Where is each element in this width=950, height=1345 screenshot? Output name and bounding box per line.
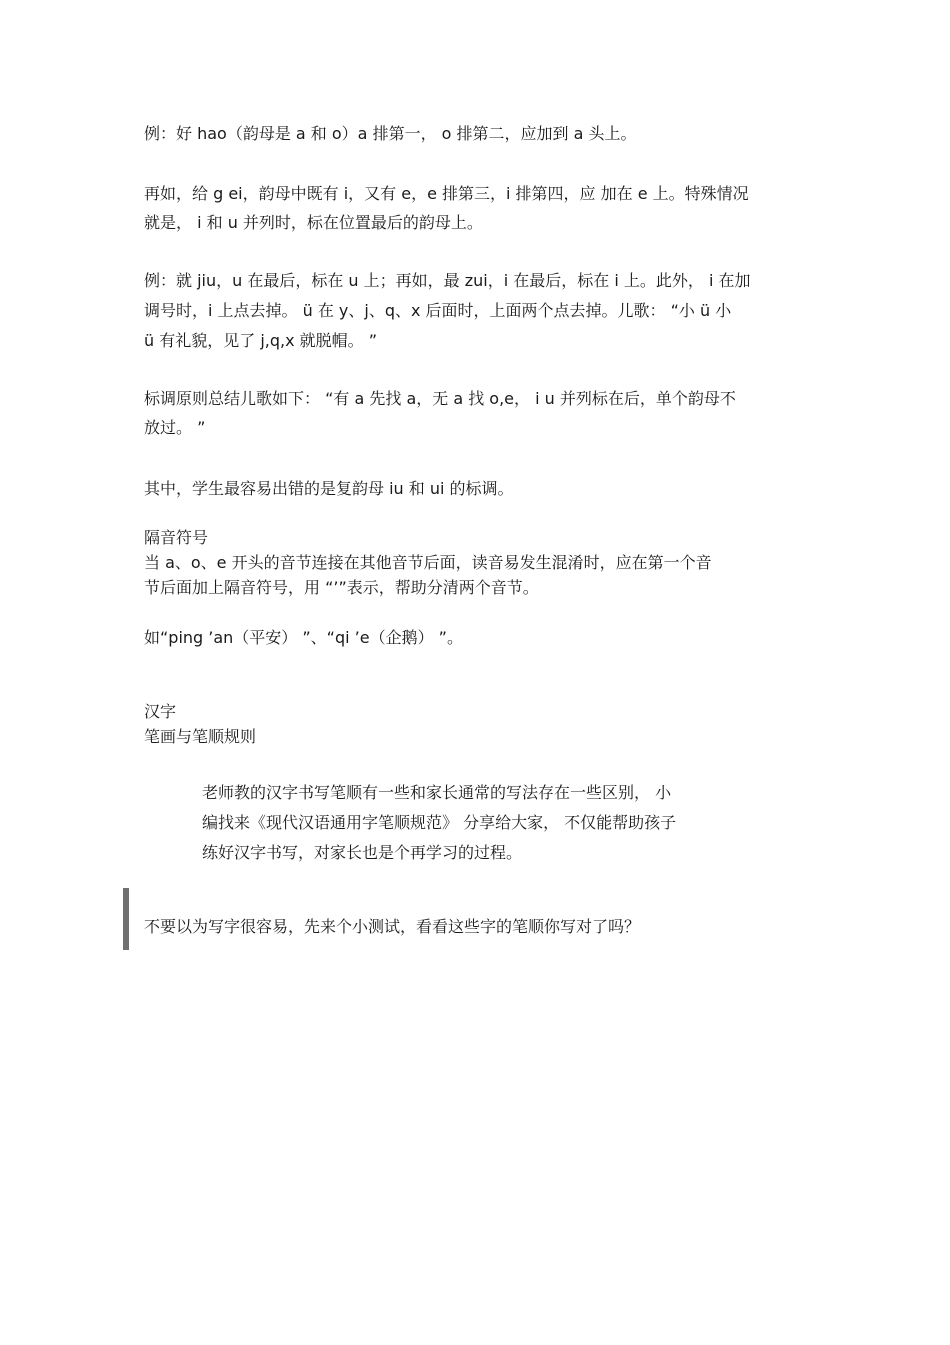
paragraph-separator-example: 如“ping ’an（平安） ”、“qi ’e（企鹅） ”。 xyxy=(144,628,463,647)
paragraph-separator-line-1: 当 a、o、e 开头的音节连接在其他音节后面，读音易发生混淆时，应在第一个音 xyxy=(144,553,712,572)
paragraph-example-jiu-line-3: ü 有礼貌，见了 j,q,x 就脱帽。 ” xyxy=(144,331,378,350)
paragraph-intro-line-3: 练好汉字书写，对家长也是个再学习的过程。 xyxy=(202,843,523,862)
heading-separator-mark: 隔音符号 xyxy=(144,528,209,547)
paragraph-tone-rhyme-line-2: 放过。 ” xyxy=(144,418,206,437)
paragraph-common-errors: 其中，学生最容易出错的是复韵母 iu 和 ui 的标调。 xyxy=(144,479,514,498)
paragraph-example-jiu-line-1: 例：就 jiu，u 在最后，标在 u 上；再如，最 zui，i 在最后，标在 i 上。此外， i 在加 xyxy=(144,271,751,290)
paragraph-intro-line-2: 编找来《现代汉语通用字笔顺规范》 分享给大家， 不仅能帮助孩子 xyxy=(202,813,677,832)
heading-strokes-rules: 笔画与笔顺规则 xyxy=(144,727,257,746)
paragraph-separator-line-2: 节后面加上隔音符号，用 “’”表示，帮助分清两个音节。 xyxy=(144,578,539,597)
paragraph-example-gei-line-2: 就是， i 和 u 并列时，标在位置最后的韵母上。 xyxy=(144,213,483,232)
paragraph-tone-rhyme-line-1: 标调原则总结儿歌如下： “有 a 先找 a，无 a 找 o,e， i u 并列标在后，单个韵母不 xyxy=(144,389,736,408)
paragraph-intro-line-1: 老师教的汉字书写笔顺有一些和家长通常的写法存在一些区别， 小 xyxy=(202,783,672,802)
paragraph-example-gei-line-1: 再如，给 g ei，韵母中既有 i，又有 e，e 排第三，i 排第四，应 加在 e 上。特殊情况 xyxy=(144,184,749,203)
heading-hanzi: 汉字 xyxy=(144,702,177,721)
paragraph-example-hao: 例：好 hao（韵母是 a 和 o）a 排第一， o 排第二，应加到 a 头上。 xyxy=(144,124,637,143)
paragraph-example-jiu-line-2: 调号时，i 上点去掉。 ü 在 y、j、q、x 后面时，上面两个点去掉。儿歌： “小 ü 小 xyxy=(144,301,732,320)
blockquote-text: 不要以为写字很容易，先来个小测试，看看这些字的笔顺你写对了吗？ xyxy=(144,917,641,936)
blockquote-bar xyxy=(123,888,129,950)
